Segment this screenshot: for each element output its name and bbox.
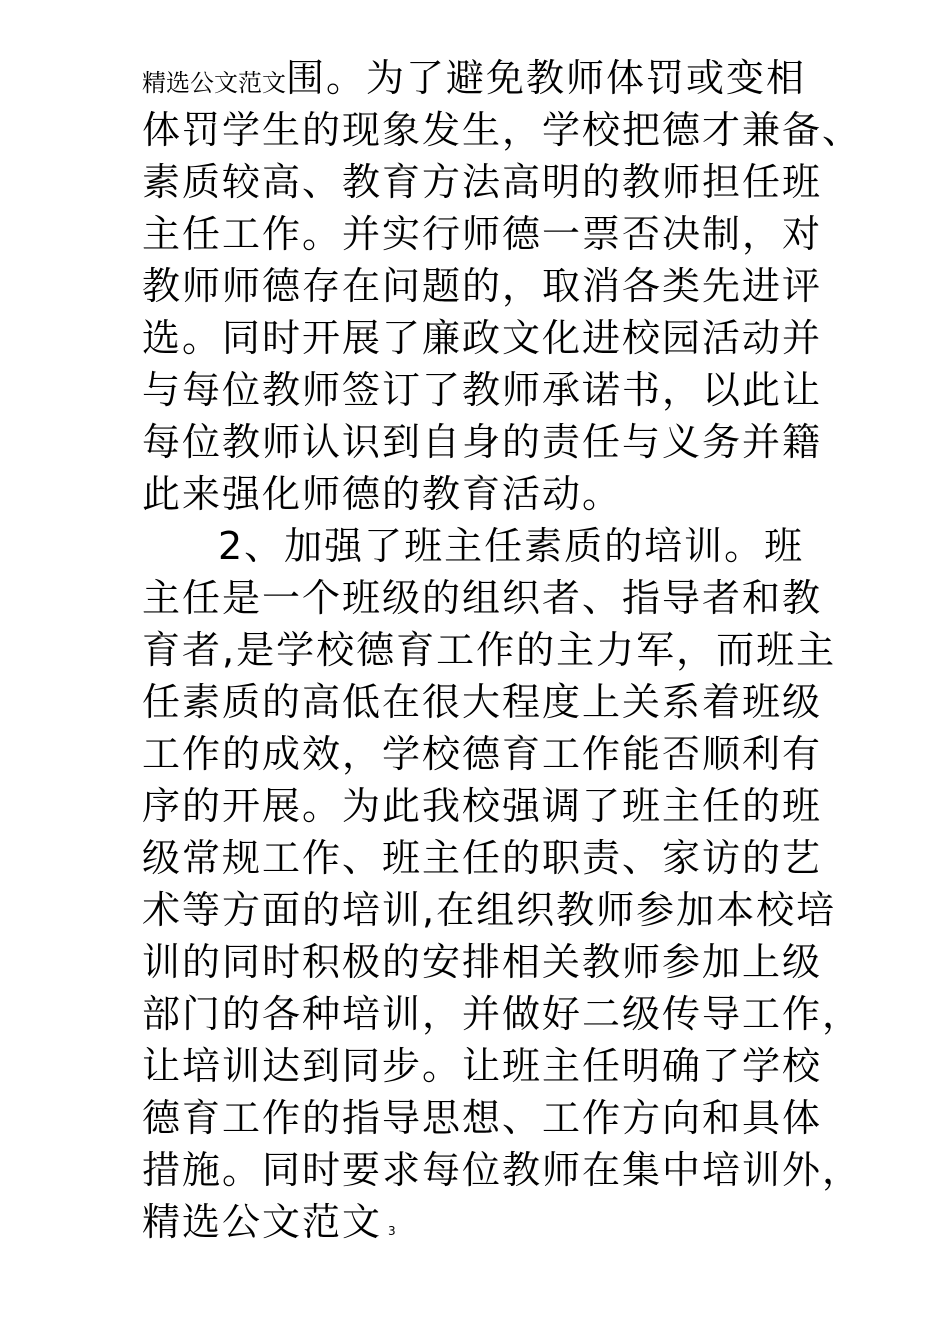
text-line: 让培训达到同步。让班主任明确了学校 — [142, 1044, 823, 1088]
text-line: 主任是一个班级的组织者、指导者和教 — [142, 576, 823, 620]
text-line: 主任工作。并实行师德一票否决制，对 — [142, 212, 823, 256]
text-line: 措施。同时要求每位教师在集中培训外， — [142, 1148, 863, 1192]
text-line: 序的开展。为此我校强调了班主任的班 — [142, 784, 823, 828]
page-footer — [142, 1196, 842, 1248]
text-line: 每位教师认识到自身的责任与义务并籍 — [142, 420, 823, 464]
text-line: 体罚学生的现象发生，学校把德才兼备、 — [142, 108, 863, 152]
text-line: 此来强化师德的教育活动。 — [142, 472, 623, 516]
page-header: 精选公文范文 — [142, 69, 286, 97]
text-line: 术等方面的培训,在组织教师参加本校培 — [142, 888, 837, 932]
line-1-text: 围。为了避免教师体罚或变相 — [286, 56, 807, 100]
text-line-1 — [142, 52, 842, 104]
text-line: 育者,是学校德育工作的主力军，而班主 — [142, 628, 837, 672]
text-line: 选。同时开展了廉政文化进校园活动并 — [142, 316, 823, 360]
footer-text: 精选公文范文 — [142, 1200, 383, 1244]
text-line: 工作的成效，学校德育工作能否顺利有 — [142, 732, 823, 776]
text-line: 教师师德存在问题的，取消各类先进评 — [142, 264, 823, 308]
text-line: 德育工作的指导思想、工作方向和具体 — [142, 1096, 823, 1140]
text-line: 与每位教师签订了教师承诺书，以此让 — [142, 368, 823, 412]
text-line: 任素质的高低在很大程度上关系着班级 — [142, 680, 823, 724]
text-line: 素质较高、教育方法高明的教师担任班 — [142, 160, 823, 204]
text-line: 级常规工作、班主任的职责、家访的艺 — [142, 836, 823, 880]
text-line: 部门的各种培训，并做好二级传导工作， — [142, 992, 863, 1036]
page-number: 3 — [388, 1224, 396, 1238]
paragraph-start-line: 2、加强了班主任素质的培训。班 — [218, 524, 805, 568]
text-line: 训的同时积极的安排相关教师参加上级 — [142, 940, 823, 984]
